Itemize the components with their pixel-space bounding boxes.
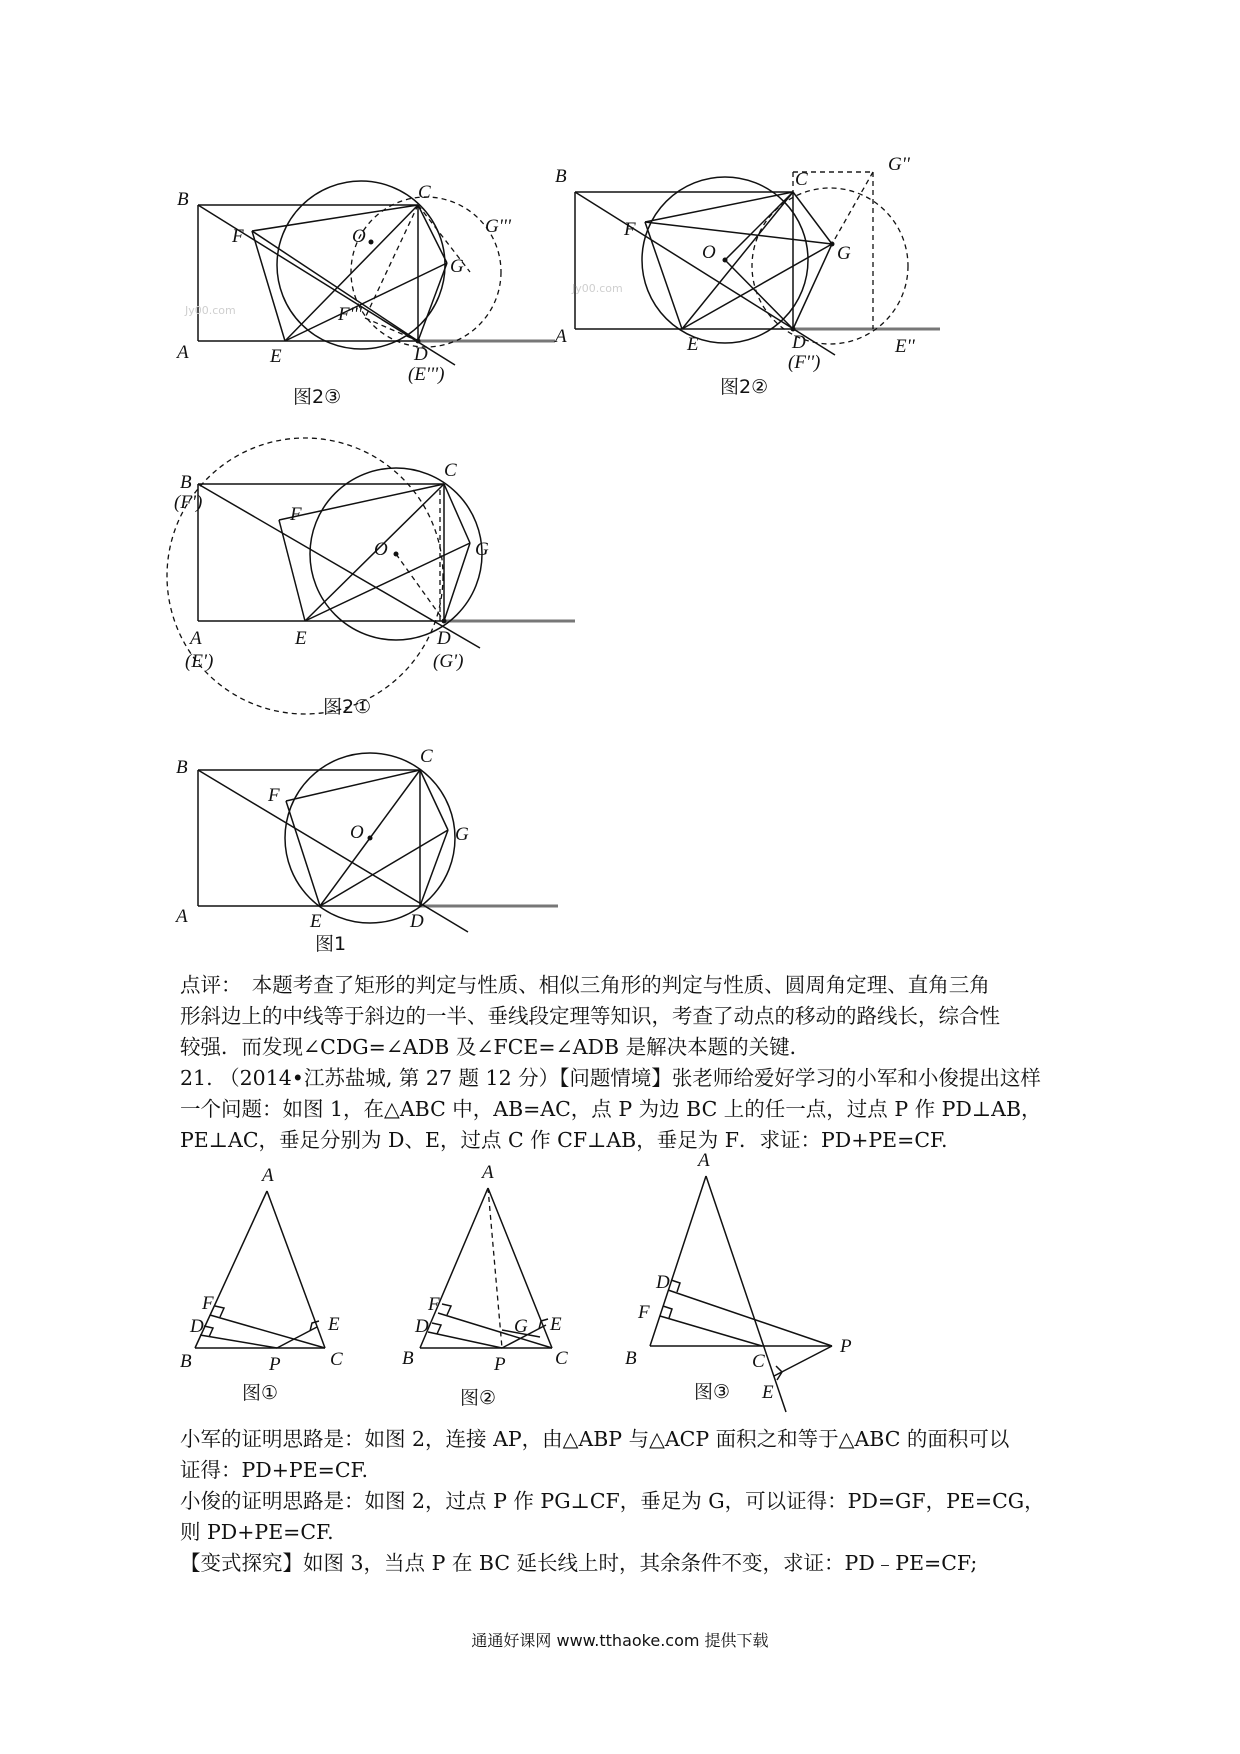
watermark: Jy00.com <box>185 304 236 317</box>
label-G: G <box>450 256 464 277</box>
label-C: C <box>795 169 808 190</box>
label-E: E <box>328 1314 340 1335</box>
after-line-1: 小军的证明思路是：如图 2，连接 AP，由△ABP 与△ACP 面积之和等于△ABC 的面积可以 <box>180 1427 1010 1451</box>
label-F: F <box>290 504 302 525</box>
label-E3: (E''') <box>408 364 445 385</box>
label-O: O <box>352 226 366 247</box>
label-B: B <box>177 189 189 210</box>
label-B: B <box>180 472 192 493</box>
label-D: D <box>437 628 451 649</box>
label-F: F <box>232 226 244 247</box>
label-C: C <box>555 1348 568 1369</box>
label-P: P <box>494 1354 506 1375</box>
label-E: E <box>270 346 282 367</box>
label-C: C <box>418 182 431 203</box>
label-G2: G'' <box>888 154 910 175</box>
comment-line-1: 点评： 本题考查了矩形的判定与性质、相似三角形的判定与性质、圆周角定理、直角三角 <box>180 973 990 997</box>
label-D: D <box>410 911 424 932</box>
label-A: A <box>262 1165 274 1186</box>
label-E1: (E') <box>185 651 214 672</box>
comment-block <box>180 970 1060 1156</box>
figure-2-2 <box>550 150 950 410</box>
after-line-4: 则 PD+PE=CF. <box>180 1520 334 1544</box>
label-O: O <box>374 539 388 560</box>
label-B: B <box>625 1348 637 1369</box>
caption-fig1: 图1 <box>315 933 347 955</box>
label-A: A <box>190 628 202 649</box>
label-P: P <box>840 1336 852 1357</box>
label-F: F <box>202 1293 214 1314</box>
label-A: A <box>555 326 567 347</box>
triangle-figure-2 <box>390 1150 590 1415</box>
label-B: B <box>180 1351 192 1372</box>
after-line-2: 证得：PD+PE=CF. <box>180 1458 369 1482</box>
label-G: G <box>837 243 851 264</box>
label-C: C <box>444 460 457 481</box>
figure-1 <box>150 740 570 975</box>
label-F: F <box>268 785 280 806</box>
label-F: F <box>638 1302 650 1323</box>
after-line-3: 小俊的证明思路是：如图 2，过点 P 作 PG⊥CF，垂足为 G，可以证得：PD=GF，PE=CG， <box>180 1489 1045 1513</box>
caption-tri2: 图② <box>460 1387 497 1409</box>
comment-line-3: 较强．而发现∠CDG=∠ADB 及∠FCE=∠ADB 是解决本题的关键． <box>180 1035 811 1059</box>
label-D: D <box>656 1272 670 1293</box>
label-E: E <box>550 1314 562 1335</box>
label-E2: E'' <box>895 336 915 357</box>
label-D: D <box>415 1316 429 1337</box>
figure-2-3 <box>150 160 560 415</box>
caption-tri3: 图③ <box>694 1381 731 1403</box>
label-G1: (G') <box>433 651 464 672</box>
label-A: A <box>176 906 188 927</box>
label-A: A <box>177 342 189 363</box>
solution-ideas-block <box>180 1424 1060 1579</box>
label-E: E <box>687 334 699 355</box>
after-line-5: 【变式探究】如图 3，当点 P 在 BC 延长线上时，其余条件不变，求证：PD﹣PE=CF; <box>180 1551 978 1575</box>
watermark: Jy00.com <box>572 282 623 295</box>
label-A: A <box>482 1162 494 1183</box>
label-E: E <box>762 1382 774 1403</box>
problem-line-1: 21. （2014•江苏盐城, 第 27 题 12 分）【问题情境】张老师给爱好学习的小军和小俊提出这样 <box>180 1066 1041 1090</box>
label-G: G <box>475 539 489 560</box>
problem-line-2: 一个问题：如图 1，在△ABC 中，AB=AC，点 P 为边 BC 上的任一点，过点 P 作 PD⊥AB， <box>180 1097 1042 1121</box>
triangle-figure-1 <box>170 1155 370 1415</box>
page-footer: 通通好课网 www.tthaoke.com 提供下载 <box>471 1631 769 1650</box>
caption-tri1: 图① <box>242 1382 279 1404</box>
label-B: B <box>176 757 188 778</box>
figure-2-1 <box>150 420 580 730</box>
comment-line-2: 形斜边上的中线等于斜边的一半、垂线段定理等知识，考查了动点的移动的路线长，综合性 <box>180 1004 1000 1028</box>
label-E: E <box>310 911 322 932</box>
label-G: G <box>514 1316 528 1337</box>
label-C: C <box>330 1349 343 1370</box>
label-D: D <box>190 1316 204 1337</box>
label-O: O <box>350 822 364 843</box>
caption-fig2-2: 图2② <box>720 376 769 398</box>
label-F: F <box>624 219 636 240</box>
label-B: B <box>555 166 567 187</box>
label-G3: G''' <box>485 216 511 237</box>
label-P: P <box>269 1354 281 1375</box>
label-C: C <box>420 746 433 767</box>
label-O: O <box>702 242 716 263</box>
label-D: D <box>792 332 806 353</box>
label-D: D <box>414 344 428 365</box>
label-G: G <box>455 824 469 845</box>
label-E: E <box>295 628 307 649</box>
problem-line-3: PE⊥AC，垂足分别为 D、E，过点 C 作 CF⊥AB，垂足为 F．求证：PD+PE=CF. <box>180 1128 948 1152</box>
label-A: A <box>698 1150 710 1171</box>
label-F2: (F'') <box>788 352 821 373</box>
label-F1: (F') <box>174 492 203 513</box>
label-C: C <box>752 1351 765 1372</box>
caption-fig2-3: 图2③ <box>293 386 342 408</box>
caption-fig2-1: 图2① <box>323 696 372 718</box>
label-B: B <box>402 1348 414 1369</box>
triangle-figure-3 <box>610 1140 890 1420</box>
label-F3: F''' <box>338 304 362 325</box>
label-F: F <box>428 1294 440 1315</box>
